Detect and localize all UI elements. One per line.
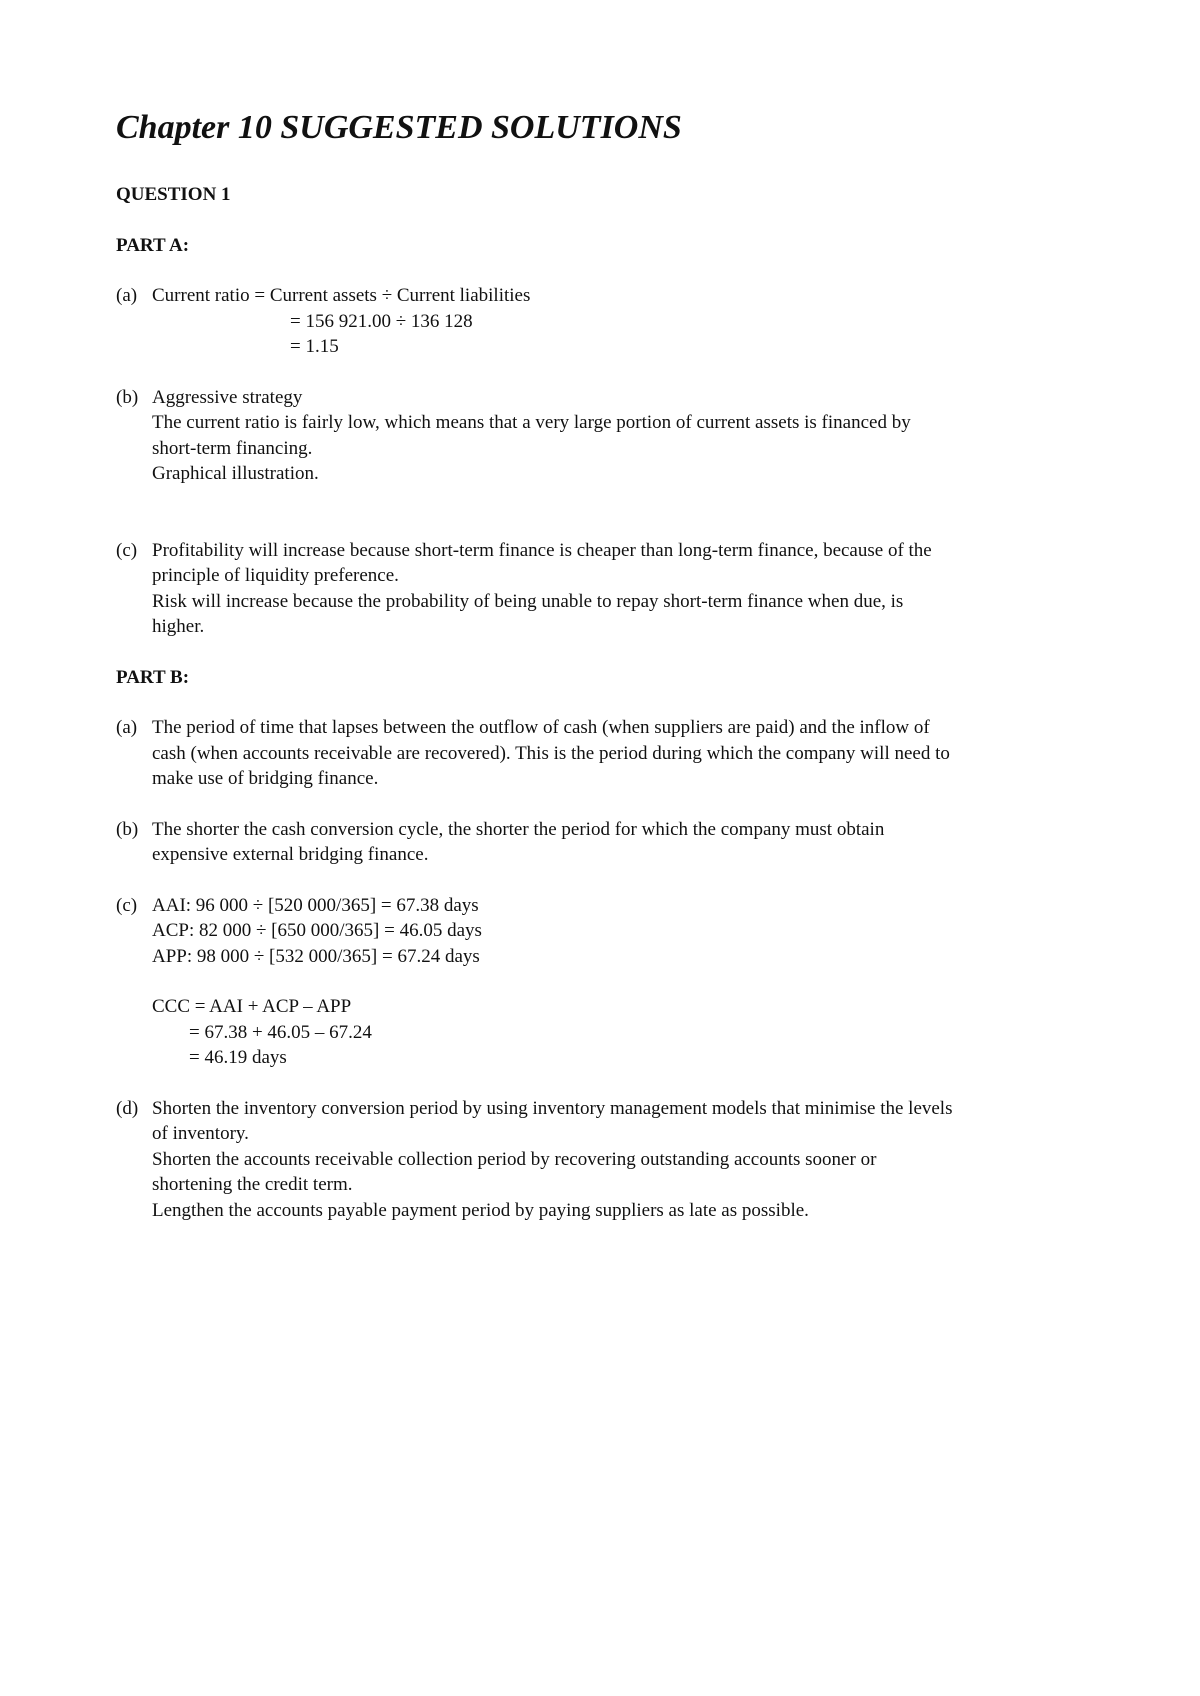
page-title: Chapter 10 SUGGESTED SOLUTIONS: [116, 109, 682, 146]
text-line: Lengthen the accounts payable payment period by paying suppliers as late as possible.: [152, 1199, 809, 1221]
text-line: Aggressive strategy: [152, 386, 303, 408]
text-line: of inventory.: [152, 1123, 249, 1144]
text-line: shortening the credit term.: [152, 1174, 353, 1195]
aai-calculation: AAI: 96 000 ÷ [520 000/365] = 67.38 days: [152, 894, 479, 916]
item-body: [152, 817, 1106, 868]
item-body: [152, 893, 1106, 1071]
text-line: principle of liquidity preference.: [152, 565, 399, 586]
text-line: The shorter the cash conversion cycle, the shorter the period for which the company must obtain: [152, 818, 885, 840]
blank-space: [152, 487, 1106, 513]
question-heading: QUESTION 1: [116, 184, 231, 205]
item-label: (a): [116, 717, 138, 738]
text-line: Shorten the accounts receivable collection period by recovering outstanding accounts sooner or: [152, 1148, 877, 1170]
text-line: higher.: [152, 616, 205, 637]
text-line: cash (when accounts receivable are recovered). This is the period during which the company will need to: [152, 742, 950, 764]
item-label: (a): [116, 285, 138, 306]
part-b-item-c: [116, 893, 1106, 1071]
part-b-item-a: [116, 715, 1106, 792]
item-label: (b): [116, 386, 139, 408]
item-body: [152, 715, 1106, 792]
part-a-item-a: [116, 283, 1106, 360]
item-body: [152, 283, 1106, 360]
item-body: [152, 538, 1106, 640]
part-a-heading: PART A:: [116, 234, 190, 256]
ccc-result: = 46.19 days: [189, 1047, 287, 1068]
text-line: The current ratio is fairly low, which means that a very large portion of current assets is financed by: [152, 412, 911, 433]
current-ratio-substitution: = 156 921.00 ÷ 136 128: [290, 310, 473, 332]
current-ratio-formula: Current ratio = Current assets ÷ Current liabilities: [152, 285, 531, 306]
text-line: Profitability will increase because short-term finance is cheaper than long-term finance, because of the: [152, 539, 932, 561]
part-b-heading: PART B:: [116, 666, 190, 688]
ccc-substitution: = 67.38 + 46.05 – 67.24: [189, 1021, 372, 1043]
part-a-item-b: [116, 385, 1106, 513]
blank-space: [152, 969, 1106, 994]
item-label: (c): [116, 539, 138, 561]
part-b-item-b: [116, 817, 1106, 868]
part-a-item-c: [116, 538, 1106, 640]
ccc-formula: CCC = AAI + ACP – APP: [152, 996, 352, 1017]
text-line: Graphical illustration.: [152, 463, 319, 484]
app-calculation: APP: 98 000 ÷ [532 000/365] = 67.24 days: [152, 945, 480, 967]
item-label: (c): [116, 894, 138, 916]
item-label: (d): [116, 1097, 139, 1119]
item-label: (b): [116, 818, 139, 840]
text-line: The period of time that lapses between the outflow of cash (when suppliers are paid) and the inflow of: [152, 717, 930, 738]
text-line: short-term financing.: [152, 437, 313, 459]
current-ratio-result: = 1.15: [290, 336, 339, 357]
item-body: [152, 1096, 1106, 1224]
text-line: expensive external bridging finance.: [152, 844, 429, 865]
part-b-item-d: [116, 1096, 1106, 1224]
item-body: [152, 385, 1106, 513]
text-line: Shorten the inventory conversion period by using inventory management models that minimise the levels: [152, 1097, 953, 1119]
text-line: make use of bridging finance.: [152, 768, 379, 789]
text-line: Risk will increase because the probability of being unable to repay short-term finance when due, is: [152, 590, 904, 612]
acp-calculation: ACP: 82 000 ÷ [650 000/365] = 46.05 days: [152, 920, 482, 941]
document-page: [116, 108, 1106, 1248]
